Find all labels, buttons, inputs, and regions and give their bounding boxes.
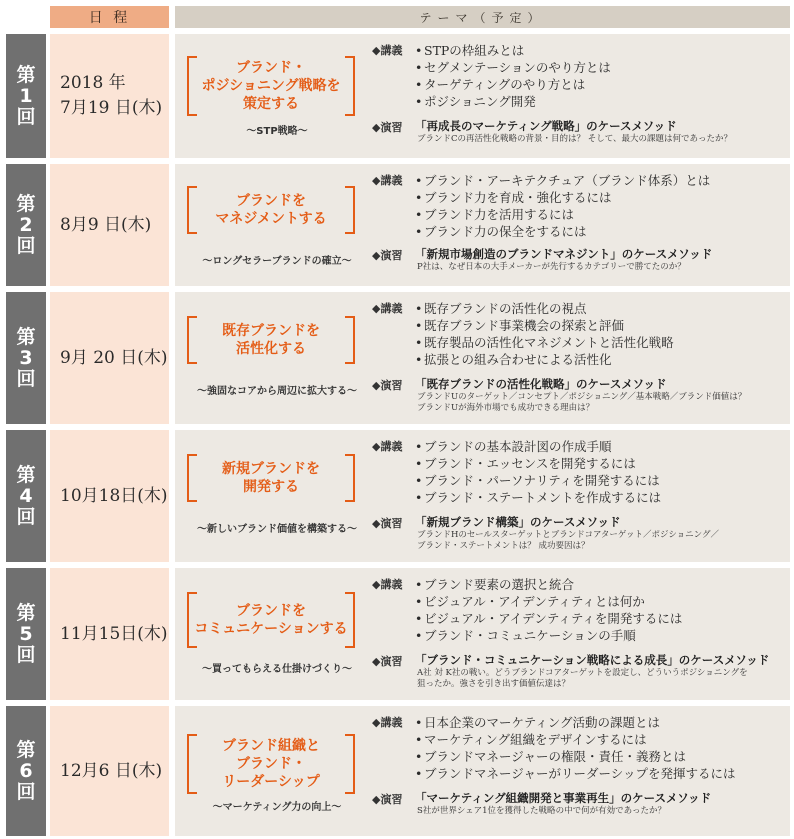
session-date-line: 11月15日(木) [60,623,168,644]
session-date-line: 2018 年 [60,73,126,93]
lecture-item [415,610,794,627]
session-row [6,164,790,286]
lecture-item [415,93,794,110]
session-row [6,292,790,424]
bullet-icon: • [415,207,423,222]
lecture-item [415,317,794,334]
lecture-item [415,172,794,189]
session-subtitle: 〜買ってもらえる仕掛けづくり〜 [202,664,352,675]
bullet-icon: • [415,628,423,643]
bracket-left [187,592,197,648]
bullet-icon: • [415,715,423,730]
exercise-marker: ◆演習 [372,793,403,806]
lecture-item [415,189,794,206]
session-subtitle: 〜ロングセラーブランドの確立〜 [202,256,352,267]
session-title-box [187,734,355,794]
bullet-icon: • [415,766,423,781]
lecture-item [415,334,794,351]
session-theme [175,568,790,700]
session-theme [175,706,790,836]
session-title: 既存ブランドを 活性化する [222,323,320,357]
lecture-marker: ◆講義 [372,440,403,453]
exercise-desc-line: P社は、なぜ日本の大手メーカーが先行するカテゴリーで勝てたのか？ [417,262,686,272]
session-subtitle: 〜STP戦略〜 [246,126,308,137]
session-number [6,430,46,562]
lecture-item [415,76,794,93]
bullet-icon: • [415,173,423,188]
session-number-char: 2 [19,213,33,236]
session-number-char: 回 [16,643,36,666]
lecture-item [415,489,794,506]
exercise-desc [417,806,792,817]
bullet-icon: • [415,335,423,350]
session-number-char: 第 [16,192,36,215]
exercise-marker: ◆演習 [372,121,403,134]
lecture-item-text: ブランド力の保全をするには [424,224,587,239]
session-number-char: 回 [16,105,36,128]
session-number-char: 1 [19,84,33,107]
session-subtitle: 〜新しいブランド価値を構築する〜 [197,524,357,535]
session-theme [175,430,790,562]
exercise-title: 「新規ブランド構築」のケースメソッド [415,515,621,529]
lecture-marker: ◆講義 [372,578,403,591]
session-number [6,706,46,836]
session-theme [175,164,790,286]
lecture-item-text: ブランド要素の選択と統合 [424,577,575,592]
exercise-marker: ◆演習 [372,517,403,530]
lecture-item-text: マーケティング組織をデザインするには [424,732,647,747]
lecture-item [415,472,794,489]
exercise-marker: ◆演習 [372,249,403,262]
bracket-left [187,734,197,794]
bullet-icon: • [415,190,423,205]
lecture-item [415,59,794,76]
lecture-item-text: ブランド・アーキテクチュア（ブランド体系）とは [424,173,711,188]
lecture-list [415,42,794,110]
lecture-list [415,576,794,644]
exercise-desc [417,392,792,414]
session-number-char: 第 [16,325,36,348]
bullet-icon: • [415,318,423,333]
lecture-item [415,627,794,644]
lecture-item-text: 日本企業のマーケティング活動の課題とは [424,715,661,730]
lecture-item [415,576,794,593]
bracket-right [345,316,355,364]
exercise-marker: ◆演習 [372,655,403,668]
bullet-icon: • [415,594,423,609]
lecture-item [415,714,794,731]
bullet-icon: • [415,732,423,747]
session-theme [175,292,790,424]
lecture-item-text: ブランド・ステートメントを作成するには [424,490,662,505]
lecture-marker: ◆講義 [372,174,403,187]
session-date-line: 7月19 日(木) [60,98,163,118]
lecture-item-text: 既存ブランドの活性化の視点 [424,301,587,316]
lecture-item-text: 既存ブランド事業機会の探索と評価 [424,318,625,333]
lecture-item [415,42,794,59]
session-number-char: 3 [19,346,33,369]
lecture-list [415,300,794,368]
exercise-desc [417,530,792,552]
bullet-icon: • [415,456,423,471]
session-row [6,430,790,562]
exercise-title: 「再成長のマーケティング戦略」のケースメソッド [415,119,677,133]
session-date-line: 9月 20 日(木) [60,347,168,368]
bracket-right [345,56,355,116]
lecture-marker: ◆講義 [372,302,403,315]
session-title-box [187,186,355,234]
lecture-list [415,438,794,506]
session-number-char: 第 [16,63,36,86]
session-title-box [187,316,355,364]
session-number-char: 第 [16,463,36,486]
bullet-icon: • [415,352,423,367]
bracket-left [187,186,197,234]
exercise-desc-line: ブランドCの再活性化戦略の背景・目的は？ そして、最大の課題は何であったか？ [417,134,732,144]
lecture-item-text: 拡張との組み合わせによる活性化 [424,352,612,367]
header-theme: テーマ（予定） [175,6,790,28]
bullet-icon: • [415,43,423,58]
session-number-char: 回 [16,367,36,390]
exercise-desc-line: S社が世界シェア1位を獲得した戦略の中で何が有効であったか？ [417,806,666,816]
session-row [6,568,790,700]
session-title: ブランドを コミュニケーションする [194,603,348,637]
exercise-desc-line: ブランド・ステートメントは？ 成功要因は？ [417,541,590,551]
lecture-item-text: ブランドマネージャーの権限・責任・義務とは [424,749,687,764]
exercise-desc-line: A社 対 K社の戦い。どうブランドコアターゲットを設定し、どういうポジショニングを [417,668,748,678]
session-number-char: 6 [19,759,33,782]
session-theme [175,34,790,158]
lecture-item [415,438,794,455]
lecture-marker: ◆講義 [372,716,403,729]
bullet-icon: • [415,490,423,505]
session-date-line: 8月9 日(木) [60,214,152,235]
session-date [50,292,169,424]
lecture-item-text: ブランド・パーソナリティを開発するには [424,473,660,488]
lecture-item-text: ブランドの基本設計図の作成手順 [424,439,612,454]
lecture-list [415,714,794,782]
lecture-list [415,172,794,240]
exercise-desc [417,262,792,273]
lecture-item [415,765,794,782]
session-row [6,34,790,158]
exercise-title: 「新規市場創造のブランドマネジント」のケースメソッド [415,247,713,261]
session-number [6,34,46,158]
lecture-item-text: STPの枠組みとは [424,43,525,58]
bullet-icon: • [415,611,423,626]
session-number-char: 第 [16,601,36,624]
session-title-box [187,56,355,116]
exercise-title: 「マーケティング組織開発と事業再生」のケースメソッド [415,791,712,805]
session-number-char: 5 [19,622,33,645]
exercise-title: 「ブランド・コミュニケーション戦略による成長」のケースメソッド [415,653,770,667]
bracket-left [187,454,197,502]
bullet-icon: • [415,439,423,454]
lecture-item-text: ブランド力を育成・強化するには [424,190,612,205]
exercise-title: 「既存ブランドの活性化戦略」のケースメソッド [415,377,667,391]
session-date [50,164,169,286]
session-title: ブランドを マネジメントする [215,193,327,227]
session-title: ブランド組織と ブランド・ リーダーシップ [222,738,320,790]
session-title: ブランド・ ポジショニング戦略を 策定する [201,60,341,112]
bracket-right [345,186,355,234]
lecture-item-text: ビジュアル・アイデンティティとは何か [424,594,645,609]
lecture-item [415,300,794,317]
bullet-icon: • [415,224,423,239]
session-number-char: 回 [16,234,36,257]
session-date [50,430,169,562]
lecture-item [415,206,794,223]
session-subtitle: 〜強固なコアから周辺に拡大する〜 [197,386,357,397]
bullet-icon: • [415,473,423,488]
session-row [6,706,790,836]
bracket-right [345,734,355,794]
session-subtitle: 〜マーケティング力の向上〜 [212,802,342,813]
session-title: 新規ブランドを 開発する [222,461,320,495]
session-date [50,568,169,700]
lecture-item-text: ブランドマネージャーがリーダーシップを発揮するには [424,766,736,781]
lecture-item [415,731,794,748]
session-title-box [187,454,355,502]
lecture-item-text: セグメンテーションのやり方とは [424,60,611,75]
session-number-char: 回 [16,505,36,528]
lecture-item-text: 既存製品の活性化マネジメントと活性化戦略 [424,335,674,350]
lecture-item-text: ターゲティングのやり方とは [424,77,586,92]
lecture-item-text: ビジュアル・アイデンティティを開発するには [424,611,683,626]
bracket-left [187,56,197,116]
session-number [6,164,46,286]
lecture-item-text: ポジショニング開発 [424,94,536,109]
lecture-item-text: ブランド・エッセンスを開発するには [424,456,636,471]
session-number [6,568,46,700]
lecture-marker: ◆講義 [372,44,403,57]
lecture-item [415,223,794,240]
lecture-item [415,455,794,472]
lecture-item [415,593,794,610]
session-number-char: 回 [16,780,36,803]
session-number-char: 4 [19,484,33,507]
bullet-icon: • [415,77,423,92]
exercise-desc-line: ブランドUのターゲット／コンセプト／ポジショニング／基本戦略／ブランド価値は？ [417,392,747,402]
exercise-desc [417,668,792,690]
session-date [50,34,169,158]
exercise-desc-line: 狙ったか。強さを引き出す価値伝達は？ [417,679,571,689]
bullet-icon: • [415,94,423,109]
header-date: 日 程 [50,6,169,28]
bullet-icon: • [415,577,423,592]
session-title-box [187,592,355,648]
session-number-char: 第 [16,738,36,761]
session-date-line: 12月6 日(木) [60,760,163,781]
exercise-desc-line: ブランドHのセールスターゲットとブランドコアターゲット／ポジショニング／ [417,530,719,540]
exercise-desc-line: ブランドUが海外市場でも成功できる理由は？ [417,403,595,413]
bullet-icon: • [415,60,423,75]
bracket-right [345,454,355,502]
session-date-line: 10月18日(木) [60,485,168,506]
session-date [50,706,169,836]
bracket-left [187,316,197,364]
session-number [6,292,46,424]
lecture-item-text: ブランド力を活用するには [424,207,575,222]
lecture-item [415,351,794,368]
exercise-desc [417,134,792,145]
bullet-icon: • [415,301,423,316]
exercise-marker: ◆演習 [372,379,403,392]
bullet-icon: • [415,749,423,764]
bracket-right [345,592,355,648]
lecture-item [415,748,794,765]
lecture-item-text: ブランド・コミュニケーションの手順 [424,628,636,643]
